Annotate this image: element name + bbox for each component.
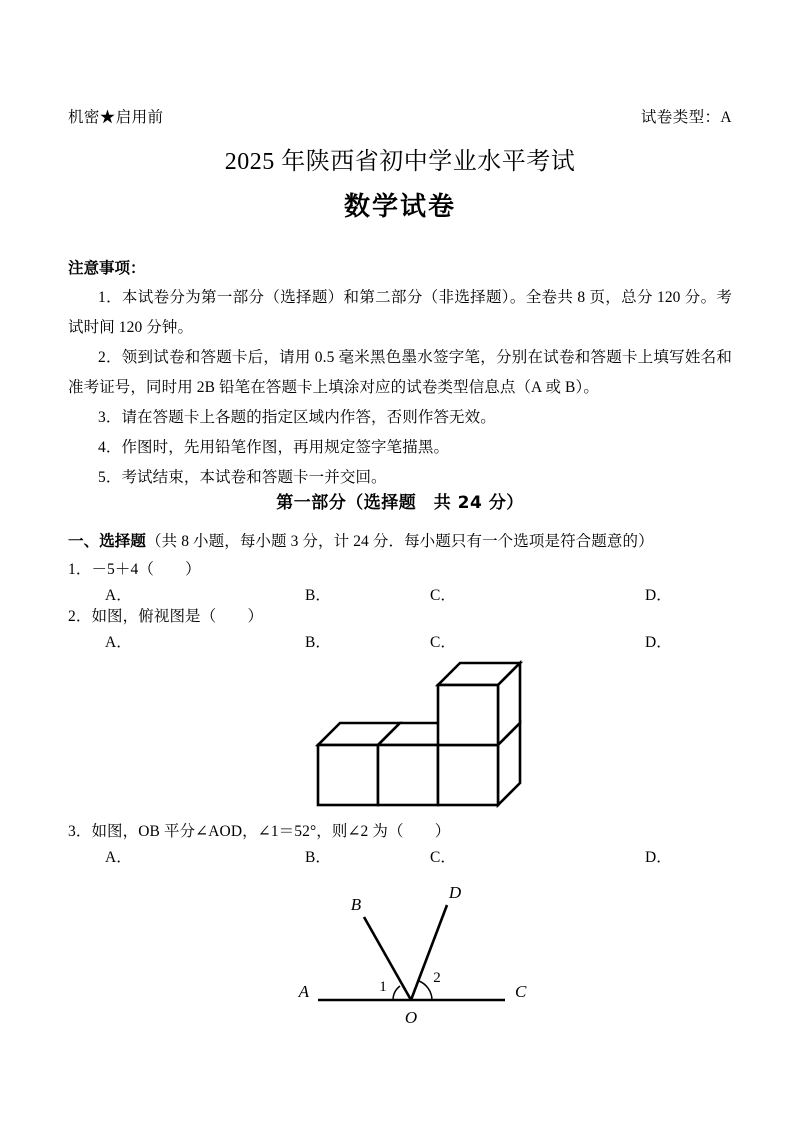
question-2-option-c[interactable]: C． bbox=[430, 634, 456, 651]
section-detail-label: （共 8 小题，每小题 3 分，计 24 分．每小题只有一个选项是符合题意的） bbox=[146, 533, 654, 550]
cube-front-face-left bbox=[318, 745, 378, 805]
notice-item-4: 4．作图时，先用铅笔作图，再用规定签字笔描黑。 bbox=[98, 439, 450, 456]
exam-title: 2025 年陕西省初中学业水平考试 bbox=[224, 149, 576, 175]
question-3-options bbox=[68, 846, 732, 870]
question-2-option-b[interactable]: B． bbox=[305, 634, 331, 651]
label-angle-2: 2 bbox=[433, 970, 441, 986]
label-point-b: B bbox=[350, 895, 362, 914]
label-point-d: D bbox=[448, 883, 462, 902]
question-1-option-c[interactable]: C． bbox=[430, 587, 456, 604]
label-point-a: A bbox=[298, 982, 309, 1001]
label-point-c: C bbox=[515, 982, 527, 1001]
label-angle-1: 1 bbox=[379, 979, 387, 995]
question-3-option-a[interactable]: A． bbox=[105, 849, 132, 866]
ray-od bbox=[411, 905, 447, 1000]
notice-heading: 注意事项： bbox=[68, 259, 146, 277]
page-content-area bbox=[68, 0, 732, 1130]
cube-solid-svg bbox=[68, 660, 732, 810]
question-2-figure bbox=[68, 660, 732, 810]
confidential-notice: 机密★启用前 bbox=[68, 109, 164, 126]
ray-ob bbox=[364, 917, 411, 1000]
question-3-option-d[interactable]: D． bbox=[645, 849, 672, 866]
question-1-option-a[interactable]: A． bbox=[105, 587, 132, 604]
cube-front-face-upper bbox=[438, 685, 498, 745]
subject-title: 数学试卷 bbox=[343, 192, 456, 222]
notice-block bbox=[68, 253, 732, 493]
section-lead-label: 一、选择题 bbox=[68, 532, 147, 550]
part-one-heading: 第一部分（选择题 共 24 分） bbox=[276, 493, 524, 513]
question-2-option-d[interactable]: D． bbox=[645, 634, 672, 651]
question-2-options bbox=[68, 631, 732, 655]
cube-front-face-middle bbox=[378, 745, 438, 805]
question-2-stem: 2．如图，俯视图是（ ） bbox=[68, 608, 264, 625]
question-1-option-d[interactable]: D． bbox=[645, 587, 672, 604]
question-3-stem: 3．如图，OB 平分∠AOD，∠1＝52°，则∠2 为（ ） bbox=[68, 823, 451, 840]
question-3-option-b[interactable]: B． bbox=[305, 849, 331, 866]
question-2-option-a[interactable]: A． bbox=[105, 634, 132, 651]
section-one-heading bbox=[68, 527, 732, 556]
question-1-stem: 1．－5＋4（ ） bbox=[68, 561, 201, 578]
question-3-option-c[interactable]: C． bbox=[430, 849, 456, 866]
angle-1-arc bbox=[393, 986, 400, 1000]
notice-item-2: 2．领到试卷和答题卡后，请用 0.5 毫米黑色墨水签字笔，分别在试卷和答题卡上填写姓名和准考证号，同时用 2B 铅笔在答题卡上填涂对应的试卷类型信息点（A 或 B）。 bbox=[68, 349, 732, 396]
angle-2-arc bbox=[419, 981, 432, 1000]
paper-type-label: 试卷类型：A bbox=[640, 109, 732, 126]
page-header bbox=[68, 108, 732, 128]
question-3-figure bbox=[68, 878, 732, 1038]
question-1-option-b[interactable]: B． bbox=[305, 587, 331, 604]
label-point-o: O bbox=[404, 1008, 418, 1027]
angle-diagram-svg bbox=[68, 878, 732, 1038]
notice-item-1: 1．本试卷分为第一部分（选择题）和第二部分（非选择题）。全卷共 8 页，总分 120 分。考试时间 120 分钟。 bbox=[68, 289, 732, 336]
notice-item-5: 5．考试结束，本试卷和答题卡一并交回。 bbox=[98, 469, 387, 486]
notice-item-3: 3．请在答题卡上各题的指定区域内作答，否则作答无效。 bbox=[98, 409, 496, 426]
cube-front-face-right bbox=[438, 745, 498, 805]
